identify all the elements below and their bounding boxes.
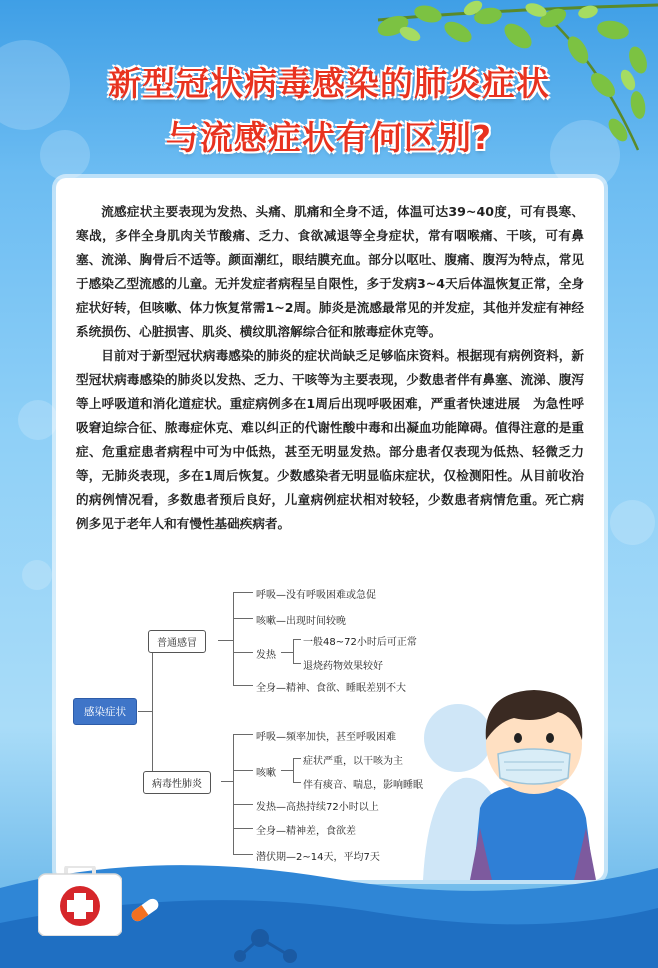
mindmap-flu-node: 普通感冒 [148, 630, 206, 653]
paragraph-flu: 流感症状主要表现为发热、头痛、肌痛和全身不适，体温可达39~40度，可有畏寒、寒战，多伴全身肌肉关节酸痛、乏力、食欲减退等全身症状，常有咽喉痛、干咳，可有鼻塞、流涕、胸骨后不适等。颜面潮红，眼结膜充血。部分以呕吐、腹痛、腹泻为特点，常见于感染乙型流感的儿童。无并发症者病程呈自限性，多于发病3~4天后体温恢复正常，全身症状好转，但咳嗽、体力恢复常需1~2周。肺炎是流感最常见的并发症，其他并发症有神经系统损伤、心脏损害、肌炎、横纹肌溶解综合征和脓毒症休克等。 [76, 204, 584, 339]
mindmap-root: 感染症状 [73, 698, 137, 725]
covid-breathing: 呼吸—频率加快，甚至呼吸困难 [256, 732, 396, 743]
pill-icon [128, 895, 162, 925]
content-card [56, 178, 604, 880]
covid-cough: 咳嗽 [256, 768, 276, 779]
covid-cough-wheeze: 伴有痰音、喘息，影响睡眠 [303, 780, 423, 791]
bg-bubble [610, 500, 655, 545]
title-line-2: 与流感症状有何区别? [165, 118, 493, 157]
first-aid-kit-icon [38, 866, 122, 936]
flu-fever-medicine: 退烧药物效果较好 [303, 661, 383, 672]
bg-bubble [22, 560, 52, 590]
covid-fever: 发热—高热持续72小时以上 [256, 802, 379, 813]
paragraph-covid: 目前对于新型冠状病毒感染的肺炎的症状尚缺乏足够临床资料。根据现有病例资料，新型冠状病毒感染的肺炎以发热、乏力、干咳等为主要表现，少数患者伴有鼻塞、流涕、腹泻等上呼吸道和消化道症状。重症病例多在1周后出现呼吸困难，严重者快速进展 为急性呼吸窘迫综合征、脓毒症休克、难以纠正的代谢性酸中毒和出凝血功能障碍。值得注意的是重症、危重症患者病程中可为中低热，甚至无明显发热。部分患者仅表现为低热、轻微乏力等，无肺炎表现，多在1周后恢复。少数感染者无明显临床症状，仅检测阳性。从目前收治的病例情况看，多数患者预后良好，儿童病例症状相对较轻，少数患者病情危重。死亡病 例多见于老年人和有慢性基础疾病者。 [76, 348, 584, 531]
covid-incubation: 潜伏期—2~14天，平均7天 [256, 852, 380, 863]
title-line-1: 新型冠状病毒感染的肺炎症状 [108, 64, 550, 103]
flu-fever: 发热 [256, 650, 276, 661]
flu-breathing: 呼吸—没有呼吸困难或急促 [256, 590, 376, 601]
covid-general: 全身—精神差，食欲差 [256, 826, 356, 837]
bg-bubble [18, 400, 58, 440]
flu-general: 全身—精神、食欲、睡眠差别不大 [256, 683, 406, 694]
mindmap-covid-node: 病毒性肺炎 [143, 771, 211, 794]
covid-cough-severe: 症状严重，以干咳为主 [303, 756, 403, 767]
flu-cough: 咳嗽—出现时间较晚 [256, 616, 346, 627]
flu-fever-duration: 一般48~72小时后可正常 [303, 637, 417, 648]
